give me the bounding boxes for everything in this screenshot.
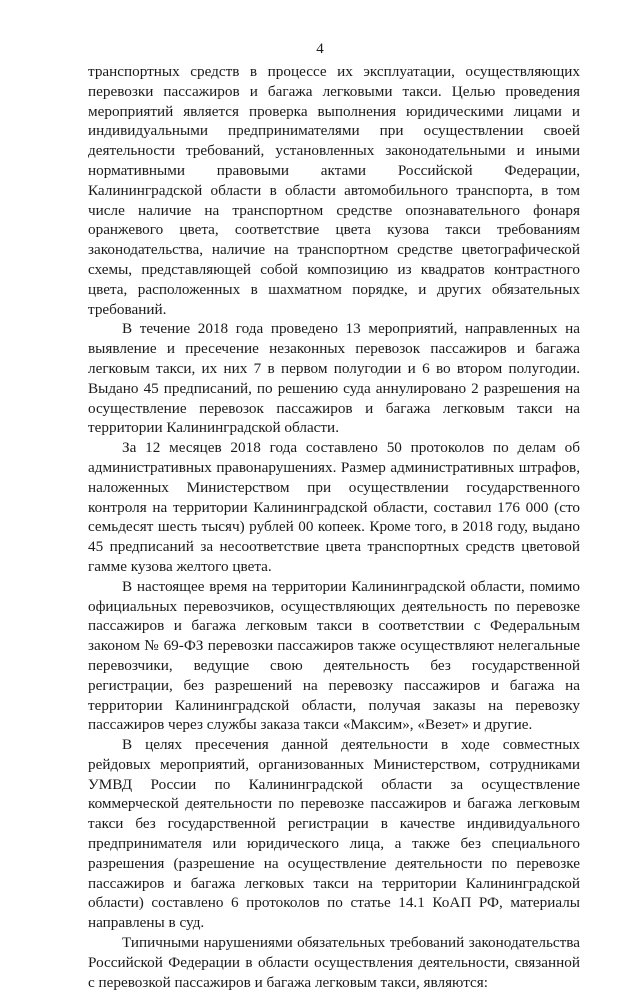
paragraph-continuation: транспортных средств в процессе их эксплуатации, осуществляющих перевозки пассажиров и багажа легковыми такси. Целью проведения мероприятий является проверка выполнения юридическими лицами и индивидуальными предпринимателями при осуществлении своей деятельности требований, установленных законодательными и иными нормативными правовыми актами Российской Федерации, Калининградской области в области автомобильного транспорта, в том числе наличие на транспортном средстве опознавательного фонаря оранжевого цвета, соответствие цвета кузова такси требованиям законодательства, наличие на транспортном средстве цветографической схемы, представляющей собой композицию из квадратов контрастного цвета, расположенных в шахматном порядке, и других обязательных требований. — [88, 63, 580, 318]
document-body — [88, 62, 580, 992]
page-number: 4 — [316, 41, 324, 57]
paragraph-illegal-carriers: В настоящее время на территории Калининградской области, помимо официальных перевозчиков, осуществляющих деятельность по перевозке пассажиров и багажа легковым такси в соответствии с Федеральным законом № 69-ФЗ перевозки пассажиров также осуществляют нелегальные перевозчики, ведущие свою деятельность без государственной регистрации, без разрешений на перевозку пассажиров и багажа на территории Калининградской области, получая заказы на перевозку пассажиров через службы заказа такси «Максим», «Везет» и другие. — [88, 577, 580, 734]
paragraph-protocols-2018: За 12 месяцев 2018 года составлено 50 протоколов по делам об административных правонарушениях. Размер административных штрафов, наложенных Министерством при осуществлении государственного контроля на территории Калининградской области, составил 176 000 (сто семьдесят шесть тысяч) рублей 00 копеек. Кроме того, в 2018 году, выдано 45 предписаний за несоответствие цвета транспортных средств цветовой гамме кузова желтого цвета. — [88, 439, 580, 575]
paragraph-joint-raids: В целях пресечения данной деятельности в ходе совместных рейдовых мероприятий, организованных Министерством, сотрудниками УМВД России по Калининградской области за осуществление коммерческой деятельности по перевозке пассажиров и багажа легковым такси без государственной регистрации в качестве индивидуального предпринимателя или юридического лица, а также без специального разрешения (разрешение на осуществление деятельности по перевозке пассажиров и багажа легковых такси на территории Калининградской области) составлено 6 протоколов по статье 14.1 КоАП РФ, материалы направлены в суд. — [88, 736, 580, 932]
paragraph-typical-violations: Типичными нарушениями обязательных требований законодательства Российской Федерации в области осуществления деятельности, связанной с перевозкой пассажиров и багажа легковым такси, являются: — [88, 934, 580, 991]
paragraph-events-2018: В течение 2018 года проведено 13 мероприятий, направленных на выявление и пресечение незаконных перевозок пассажиров и багажа легковым такси, их них 7 в первом полугодии и 6 во втором полугодии. Выдано 45 предписаний, по решению суда аннулировано 2 разрешения на осуществление перевозок пассажиров и багажа легковым такси на территории Калининградской области. — [88, 320, 580, 437]
